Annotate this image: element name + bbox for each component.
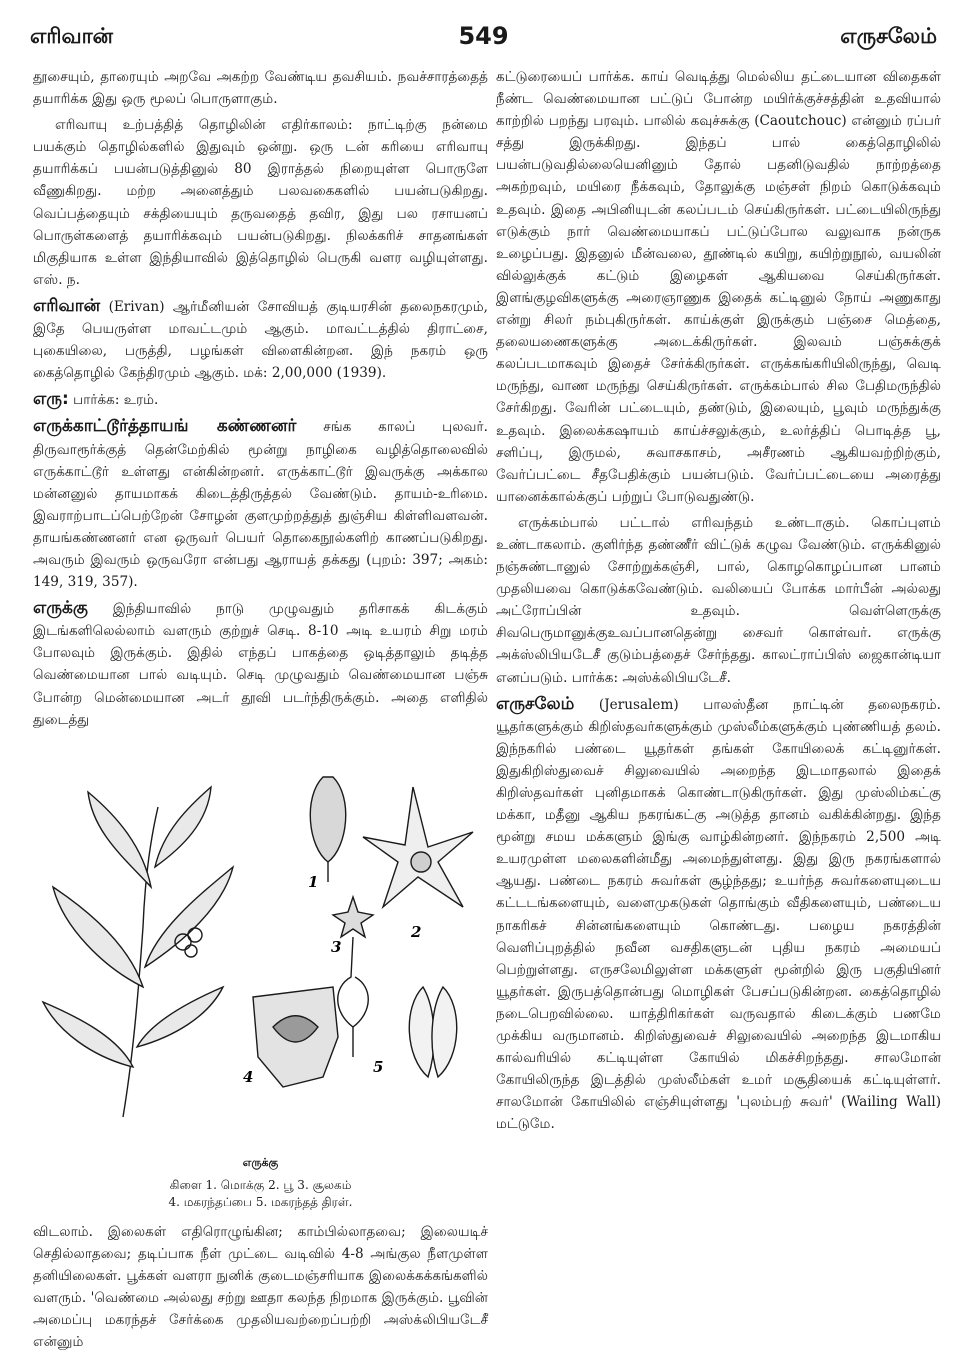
entry-body: (Jerusalem) பாலஸ்தீன நாட்டின் தலைநகரம். யூதர்களுக்கும் கிறிஸ்தவர்களுக்கும் முஸ்லீம்களுக்கும் புண்ணியத் தலம். இந்நகரில் பண்டை யூதர்கள் தங்கள் கோயிலைக் கட்டினுர்கள். இதுகிறிஸ்துவைச் சிலுவையில் அறைந்த இடமாதலால் இதைக் கிறிஸ்தவர்கள் புனிதமாகக் கொண்டாடுகிருர்கள். இது முஸ்லிம்கட்கு மக்கா, மதீனு ஆகிய நகரங்கட்கு அடுத்த தானம் வகிக்கின்றது. இந்த மூன்று சமய மக்களும் இங்கு வாழ்கின்றனர். இந்நகரம் 2,500 அடி உயரமுள்ள மலைகளின்மீது அமைந்துள்ளது. இது இரு நகரங்களால் ஆயது. பண்டை நகரம் சுவர்கள் சூழ்ந்தது; உயர்ந்த சுவர்களையுடைய கட்டடங்களையும், வளைமுகடுகள் தொங்கும் வீதிகளையும், பண்டைய நாகரிகச் சின்னங்களையும் கொண்டது. பழைய நகரத்தின் வெளிப்புறத்தில் நவீன வசதிகளுடன் புதிய நகரம் அமையப் பெற்றுள்ளது. எருசலேமிலுள்ள மக்களுள் மூன்றில் இரு பகுதியினர் யூதர்கள். இருபத்தொன்பது மொழிகள் பேசப்படுகின்றன. கைத்தொழில் நடைபெறவில்லை. யாத்திரிகர்கள் வருவதால் கிடைக்கும் பணமே முக்கிய வருமானம். கிறிஸ்துவைச் சிலுவையில் அறைந்த இடமாகிய கால்வரியில் கட்டியுள்ள கோயில் மிகச்சிறந்தது. சாலமோன் கோயிலிருந்த இடத்தில் முஸ்லீம்கள் உமர் மசூதியைக் கட்டியுள்ளர். சாலமோன் கோயிலில் எஞ்சியுள்ளது 'புலம்பற் சுவர்' (Wailing Wall) மட்டுமே. <box>496 696 941 1133</box>
entry-jerusalem <box>496 693 941 1136</box>
fig-label-1: 1 <box>308 872 319 891</box>
headword: எருக்கு <box>33 598 88 619</box>
headword: எரிவான் <box>33 295 101 316</box>
caption-line: 4. மகரந்தப்பை 5. மகரந்தத் திரள். <box>168 1194 353 1209</box>
pollinia-drawing <box>409 987 434 1077</box>
right-column <box>496 66 941 1140</box>
leaf <box>145 867 233 967</box>
leaf <box>137 987 223 1047</box>
flower-drawing <box>363 787 473 907</box>
paragraph: எரிவாயு உற்பத்தித் தொழிலின் எதிர்காலம்: நாட்டிற்கு நன்மை பயக்கும் தொழில்களில் இதுவும் ஒன்று. ஒரு டன் கரியை எரிவாயு தயாரிக்கப் பயன்படுத்தினுல் 80 இராத்தல் நிறையுள்ள பொருளே வீணுகிறது. மற்ற அனைத்தும் பலவகைகளில் பயன்படுகிறது. வெப்பத்தையும் சக்தியையும் தருவதைத் தவிர, இது பல ரசாயனப் பொருள்களைத் தயாரிக்கவும் பயன்படுகிறது. நிலக்கரிச் சாதனங்கள் மிகுதியாக உள்ள இந்தியாவில் இத்தொழில் பெருகி வளர வழியுள்ளது. எஸ். ந. <box>33 117 488 288</box>
leaf <box>88 792 151 887</box>
headword: எருக்காட்டூர்த்தாயங் கண்ணனர் <box>33 416 297 437</box>
figure-caption <box>33 1154 488 1211</box>
leaf <box>43 1002 133 1067</box>
figure-title: எருக்கு <box>242 1155 279 1169</box>
leaf <box>155 787 211 867</box>
headword: எருசலேம் <box>496 693 575 714</box>
running-head-right: எருசலேம் <box>840 24 937 48</box>
page-number: 549 <box>458 22 509 50</box>
fig-label-2: 2 <box>411 922 422 941</box>
ovary-drawing <box>333 897 373 937</box>
headword: எரு: <box>33 389 69 410</box>
paragraph: எருக்கம்பால் பட்டால் எரிவந்தம் உண்டாகும். கொப்புளம் உண்டாகலாம். குளிர்ந்த தண்ணீர் விட்டுக் கழுவ வேண்டும். எருக்கினுல் நஞ்சுண்டானுல் சோற்றுக்கஞ்சி, பால், கொழகொழப்பான பானம் முதலியவை கொடுக்கவேண்டும். வலியைப் போக்க மார்பீன் அல்லது அட்ரோப்பின் உதவும். வெள்ளெருக்கு சிவபெருமானுக்குஉவப்பானதென்று சைவர் கொள்வர். எருக்கு அக்ஸ்லிபியடேசீ குடும்பத்தைச் சேர்ந்தது. காலட்ராப்பிஸ் ஜைகான்டியா எனப்படும். பார்க்க: அஸ்க்லிபியடேசீ. <box>496 514 941 686</box>
entry-eru <box>33 388 488 411</box>
bud-drawing <box>310 777 345 862</box>
entry-body: சங்க காலப் புலவர். திருவாரூர்க்குத் தென்மேற்கில் மூன்று நாழிகை வழித்தொலைவில் எருக்காட்டூர் உள்ளது என்கின்றனர். எருக்காட்டூர் இவருக்கு அக்கால மன்னனுல் தாயமாகக் கிடைத்திருத்தல் வேண்டும். தாயம்-உரிமை. இவராற்பாடப்பெற்றேன் சோழன் குளமுற்றத்துத் துஞ்சிய கிள்ளிவளவன். தாயங்கண்ணனர் என ஒருவர் பெயர் தொகைநூல்களிற் காணப்படுகிறது. அவரும் இவரும் ஒருவரோ என்பது ஆராயத் தக்கது (புறம்: 397; அகம்: 149, 319, 357). <box>33 419 488 591</box>
paragraph: விடலாம். இலைகள் எதிரொழுங்கின; காம்பில்லாதவை; இலையடிச் செதில்லாதவை; தடிப்பாக நீள் முட்டை வடிவில் 4-8 அங்குல நீளமுள்ள தனியிலைகள். பூக்கள் வளரா நுனிக் குடைமஞ்சரியாக இலைக்கக்கங்களில் வளரும். 'வெண்மை அல்லது சற்று ஊதா கலந்த நிறமாக இருக்கும். பூவின் அமைப்பு மகரந்தச் சேர்க்கை முதலியவற்றைப்பற்றி அஸ்க்லிபியடேசீ என்னும் <box>33 1223 488 1351</box>
entry-body: (Erivan) ஆர்மீனியன் சோவியத் குடியரசின் தலைநகரமும், இதே பெயருள்ள மாவட்டமும் ஆகும். மாவட்டத்தில் திராட்சை, புகையிலை, பருத்தி, பழங்கள் விளைகின்றன. இந் நகரம் ஒரு கைத்தொழில் கேந்திரமும் ஆகும். மக்: 2,00,000 (1939). <box>33 298 488 382</box>
running-head-left: எரிவான் <box>30 24 113 48</box>
leaf <box>53 887 143 987</box>
entry-erivan <box>33 295 488 384</box>
fig-label-3: 3 <box>331 937 342 956</box>
fig-label-4: 4 <box>243 1067 254 1086</box>
left-column <box>33 66 488 1357</box>
fig-label-5: 5 <box>373 1057 384 1076</box>
entry-body: பார்க்க: உரம். <box>73 392 159 409</box>
entry-body: இந்தியாவில் நாடு முழுவதும் தரிசாகக் கிடக்கும் இடங்களிலெல்லாம் வளரும் குற்றுச் செடி. 8-10 அடி உயரம் சிறு மரம் போலவும் இருக்கும். இதில் எந்தப் பாகத்தை ஒடித்தாலும் தடித்த வெண்மையான பால் வடியும். செடி முழுவதும் வெண்மையான பஞ்சு போன்ற மென்மையான அடர் தூவி படர்ந்திருக்கும். அதை எளிதில் துடைத்து <box>33 601 488 728</box>
entry-erukku <box>33 597 488 731</box>
paragraph: தூசையும், தாரையும் அறவே அகற்ற வேண்டிய தவசியம். நவச்சாரத்தைத் தயாரிக்க இது ஒரு மூலப் பொருளாகும். <box>33 69 488 108</box>
calotropis-drawing <box>33 737 488 1152</box>
caption-line: கிளை 1. மொக்கு 2. பூ 3. சூலகம் <box>169 1177 352 1192</box>
plant-illustration <box>33 737 488 1152</box>
paragraph: கட்டுரையைப் பார்க்க. காய் வெடித்து மெல்லிய தட்டையான விதைகள் நீண்ட வெண்மையான பட்டுப் போன்ற மயிர்க்குச்சத்தின் உதவியால் காற்றில் பறந்து பரவும். பாலில் கவுச்சுக்கு (Caoutchouc) என்னும் ரப்பர் சத்து இருக்கிறது. இந்தப் பால் கைத்தொழிலில் பயன்படுவதில்லையெனினும் தோல் பதனிடுவதில் நாற்றத்தை அகற்றவும், மயிரை நீக்கவும், தோலுக்கு மஞ்சள் நிறம் கொடுக்கவும் உதவும். இதை அபினியுடன் கலப்படம் செய்கிருர்கள். பட்டையிலிருந்து எடுக்கும் நார் வெண்மையாகப் பட்டுப்போல வலுவாக நன்ருக உழைப்பது. இதனுல் மீன்வலை, தூண்டில் கயிறு, கயிற்றுநூல், வயலின் வில்லுக்குக் கட்டும் இழைகள் ஆகியவை செய்கிருர்கள். இளங்குழவிகளுக்கு அரைஞாணுக இதைக் கட்டினுல் நோய் அணுகாது என்று சிலர் நம்புகிருர்கள். காய்க்குள் இருக்கும் பஞ்சை மெத்தை, தலையணைகளுக்கு அடைக்கிருர்கள். இலவம் பஞ்சுக்குக் கலப்படமாகவும் இதைச் சேர்க்கிருர்கள். எருக்கங்கரியிலிருந்து, வெடி மருந்து, வாண மருந்து செய்கிருர்கள். எருக்கம்பால் சில பேதிமருந்தில் சேர்கிறது. வேரின் பட்டையும், தண்டும், இலையும், பூவும் மருந்துக்கு உதவும். இலைக்கஷாயம் காய்ச்சலுக்கும், உலர்த்திப் பொடித்த பூ, சளிப்பு, இருமல், சுவாசகாசம், அசீரணம் ஆகியவற்றிற்கும், வேர்ப்பட்டை சீதபேதிக்கும் பயன்படும். வேர்ப்பட்டையை அரைத்து யானைக்கால்க்குப் பற்றுப் போடுவதுண்டு. <box>496 69 941 505</box>
entry-erukkattur <box>33 415 488 593</box>
